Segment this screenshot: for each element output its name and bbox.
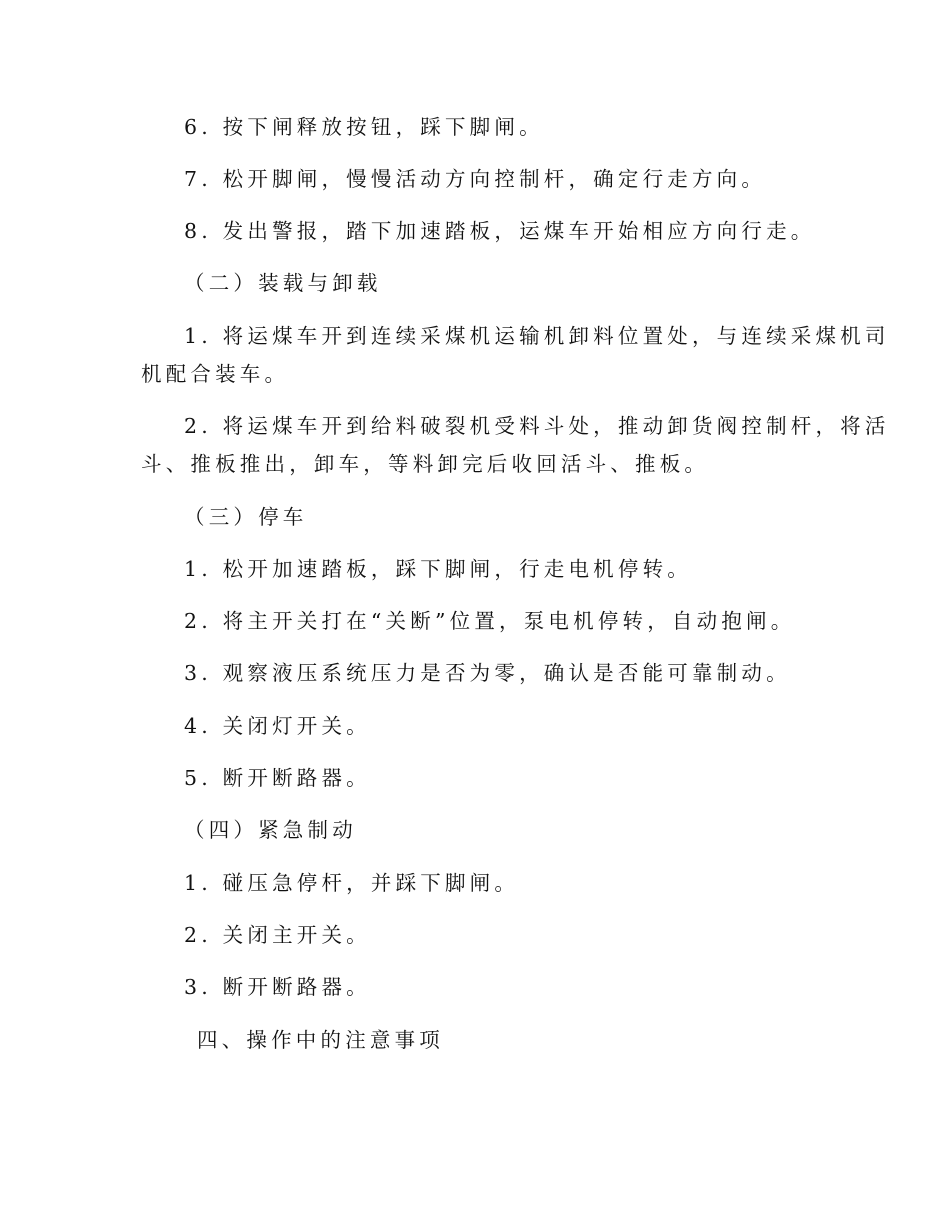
loading-step-1-line-1: 1. 将运煤车开到连续采煤机运输机卸料位置处，与连续采煤机司 — [184, 324, 890, 348]
stop-step-5: 5. 断开断路器。 — [184, 766, 371, 790]
step-7-set-direction: 7. 松开脚闸，慢慢活动方向控制杆，确定行走方向。 — [184, 167, 767, 191]
section-heading-operating-precautions: 四、操作中的注意事项 — [197, 1028, 444, 1052]
loading-step-1-line-2: 机配合装车。 — [141, 362, 290, 386]
step-6-release-brake: 6. 按下闸释放按钮，踩下脚闸。 — [184, 115, 544, 139]
section-heading-loading-unloading: （二）装载与卸载 — [184, 271, 382, 295]
emergency-step-3: 3. 断开断路器。 — [184, 975, 371, 999]
stop-step-2: 2. 将主开关打在“关断”位置，泵电机停转，自动抱闸。 — [184, 609, 796, 633]
emergency-step-2: 2. 关闭主开关。 — [184, 923, 371, 947]
unloading-step-2-line-1: 2. 将运煤车开到给料破裂机受料斗处，推动卸货阀控制杆，将活 — [184, 414, 890, 438]
stop-step-1: 1. 松开加速踏板，踩下脚闸，行走电机停转。 — [184, 557, 692, 581]
section-heading-emergency-braking: （四）紧急制动 — [184, 818, 357, 842]
stop-step-3: 3. 观察液压系统压力是否为零，确认是否能可靠制动。 — [184, 661, 791, 685]
unloading-step-2-line-2: 斗、推板推出，卸车，等料卸完后收回活斗、推板。 — [141, 452, 710, 476]
emergency-step-1: 1. 碰压急停杆，并踩下脚闸。 — [184, 871, 520, 895]
step-8-start-moving: 8. 发出警报，踏下加速踏板，运煤车开始相应方向行走。 — [184, 219, 816, 243]
section-heading-stopping: （三）停车 — [184, 505, 308, 529]
stop-step-4: 4. 关闭灯开关。 — [184, 714, 371, 738]
